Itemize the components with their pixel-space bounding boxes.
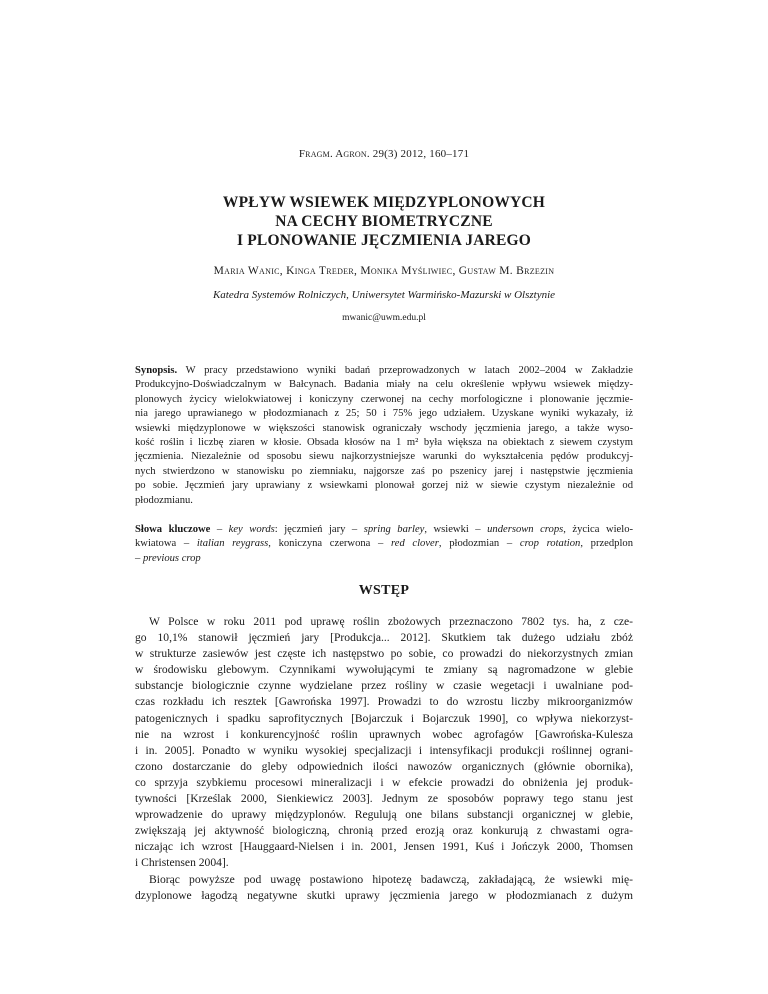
keywords-segment: kwiatowa – — [135, 538, 197, 550]
keywords-segment: , wsiewki – — [424, 524, 488, 535]
synopsis-line: po sobie. Jęczmień jary uprawiany z wsiewkami plonował gorzej niż w siewie czystym niezależnie od — [135, 480, 633, 492]
body-line: i in. 2005]. Ponadto w wyniku wysokiej specjalizacji i intensyfikacji produkcji roślinnej ograni- — [135, 743, 633, 757]
synopsis-line: plonowych życicy wielokwiatowej i koniczyny czerwonej na cechy morfologiczne i plonowanie jęczmie- — [135, 393, 633, 405]
body-line: w środowisku glebowym. Czynnikami wywołującymi te zmiany są nagromadzone w glebie — [135, 663, 633, 677]
synopsis-line: wsiewki międzyplonowe w większości stanowisk ograniczały wschody jęczmienia jarego, a także wyso- — [135, 422, 633, 434]
section-heading: WSTĘP — [358, 583, 410, 598]
synopsis-line: jęczmienia. Niezależnie od sposobu siewu najkorzystniejsze warunki do wykształcenia pędów produkcyj- — [135, 451, 633, 463]
synopsis-line: kość roślin i liczbę ziaren w kłosie. Obsada kłosów na 1 m² była większa na obiektach z siewem czystym — [135, 437, 633, 449]
author-list: Maria Wanic, Kinga Treder, Monika Myśliwiec, Gustaw M. Brzezin — [213, 265, 555, 277]
body-line: czono dostarczanie do gleby odpowiednich ilości nawozów organicznych (głównie obornika), — [135, 759, 633, 773]
keywords-segment: key words — [228, 524, 275, 535]
body-line: go 10,1% stanowił jęczmień jary [Produkcja... 2012]. Skutkiem tak dużego udziału zbóż — [135, 631, 633, 645]
keywords-label: Słowa kluczowe — [135, 524, 211, 535]
keywords-segment: : jęczmień jary – — [274, 524, 364, 535]
keywords-line — [135, 523, 633, 537]
title-line: NA CECHY BIOMETRYCZNE — [275, 213, 493, 230]
body-line: Biorąc powyższe pod uwagę postawiono hipotezę badawczą, zakładającą, że wsiewki mię- — [149, 872, 633, 886]
synopsis — [135, 364, 633, 508]
keywords-segment: , koniczyna czerwona – — [268, 538, 392, 550]
synopsis-line: nia jarego uprawianego w płodozmianach z 25; 50 i 75% jego udziałem. Uzyskane wyniki wykazały, iż — [135, 408, 633, 420]
keywords-segment: – — [210, 524, 229, 535]
body-line: tywności [Krześlak 2000, Sienkiewicz 2003]. Jednym ze sposobów poprawy tego stanu jest — [135, 792, 633, 806]
keywords-segment: , przedplon — [580, 538, 634, 550]
title-line: I PLONOWANIE JĘCZMIENIA JAREGO — [236, 232, 532, 249]
body-line: wprowadzenie do uprawy międzyplonów. Regulują one bilans substancji organicznej w glebie, — [135, 808, 633, 822]
body-line: i Christensen 2004]. — [135, 856, 229, 870]
body-line: dzyplonowe łagodzą negatywne skutki uprawy jęczmienia jarego w płodozmianach z dużym — [135, 888, 633, 902]
affiliation: Katedra Systemów Rolniczych, Uniwersytet Warmińsko-Mazurski w Olsztynie — [212, 289, 556, 301]
body-line: patogenicznych i spadku saprofitycznych [Bojarczuk i Bojarczuk 1990], co wpływa niekorzyst- — [135, 711, 633, 725]
body-line: zwiększają jej aktywność biologiczną, chronią przed erozją oraz konkurują z chwastami ogra- — [135, 824, 633, 838]
keywords-segment: italian reygrass — [196, 538, 269, 550]
synopsis-line — [135, 364, 633, 378]
synopsis-line: płodozmianu. — [135, 494, 193, 506]
body-text — [135, 614, 633, 904]
body-line: substancje biologicznie czynne wydzielane przez rośliny w czasie wegetacji i uwalniane pod- — [135, 679, 633, 693]
keywords-segment: red clover — [391, 538, 439, 550]
keywords — [135, 523, 633, 566]
keywords-segment: undersown crops — [487, 524, 564, 535]
body-line: w strukturze zasiewów jest częste ich następstwo po sobie, co prowadzi do niekorzystnych zmian — [135, 647, 633, 661]
title-line: WPŁYW WSIEWEK MIĘDZYPLONOWYCH — [222, 194, 546, 211]
keywords-segment: crop rotation — [519, 538, 581, 550]
body-line: czas rozkładu ich resztek [Gawrońska 1997]. Prowadzi to do wzrostu liczby mikroorganizmów — [135, 695, 633, 709]
keywords-segment: previous crop — [142, 552, 201, 564]
body-line: niczając ich wzrost [Hauggaard-Nielsen i in. 2001, Jensen 1991, Kuś i Jończyk 2000, Thomsen — [135, 840, 633, 854]
synopsis-line: Produkcyjno-Doświadczalnym w Bałcynach. Badania miały na celu określenie wpływu wsiewek między- — [135, 379, 633, 391]
synopsis-line: nych stwierdzono w stanowisku po ziemniaku, najgorsze zaś po pszenicy jarej i następstwie jęczmienia — [135, 465, 633, 477]
keywords-segment: spring barley — [363, 524, 425, 535]
body-line: nie na wzrost i konkurencyjność roślin uprawnych wobec agrofagów [Gawrońska-Kulesza — [135, 727, 633, 741]
body-line: co sprzyja szybkiemu procesowi mineralizacji i w efekcie prowadzi do obniżenia jej produk- — [135, 775, 633, 789]
synopsis-label: Synopsis. — [135, 365, 178, 376]
body-line: W Polsce w roku 2011 pod uprawę roślin zbożowych przeznaczono 7802 tys. ha, z cze- — [149, 615, 633, 628]
article-title — [135, 193, 633, 250]
keywords-line — [135, 552, 633, 566]
keywords-segment: , życica wielo- — [563, 524, 634, 535]
contact-email: mwanic@uwm.edu.pl — [342, 313, 426, 323]
keywords-segment: – — [135, 552, 143, 564]
running-head: Fragm. Agron. 29(3) 2012, 160–171 — [298, 148, 470, 160]
keywords-segment: , płodozmian – — [438, 538, 520, 550]
synopsis-text: W pracy przedstawiono wyniki badań przeprowadzonych w latach 2002–2004 w Zakładzie — [177, 365, 633, 376]
keywords-line — [135, 537, 633, 551]
